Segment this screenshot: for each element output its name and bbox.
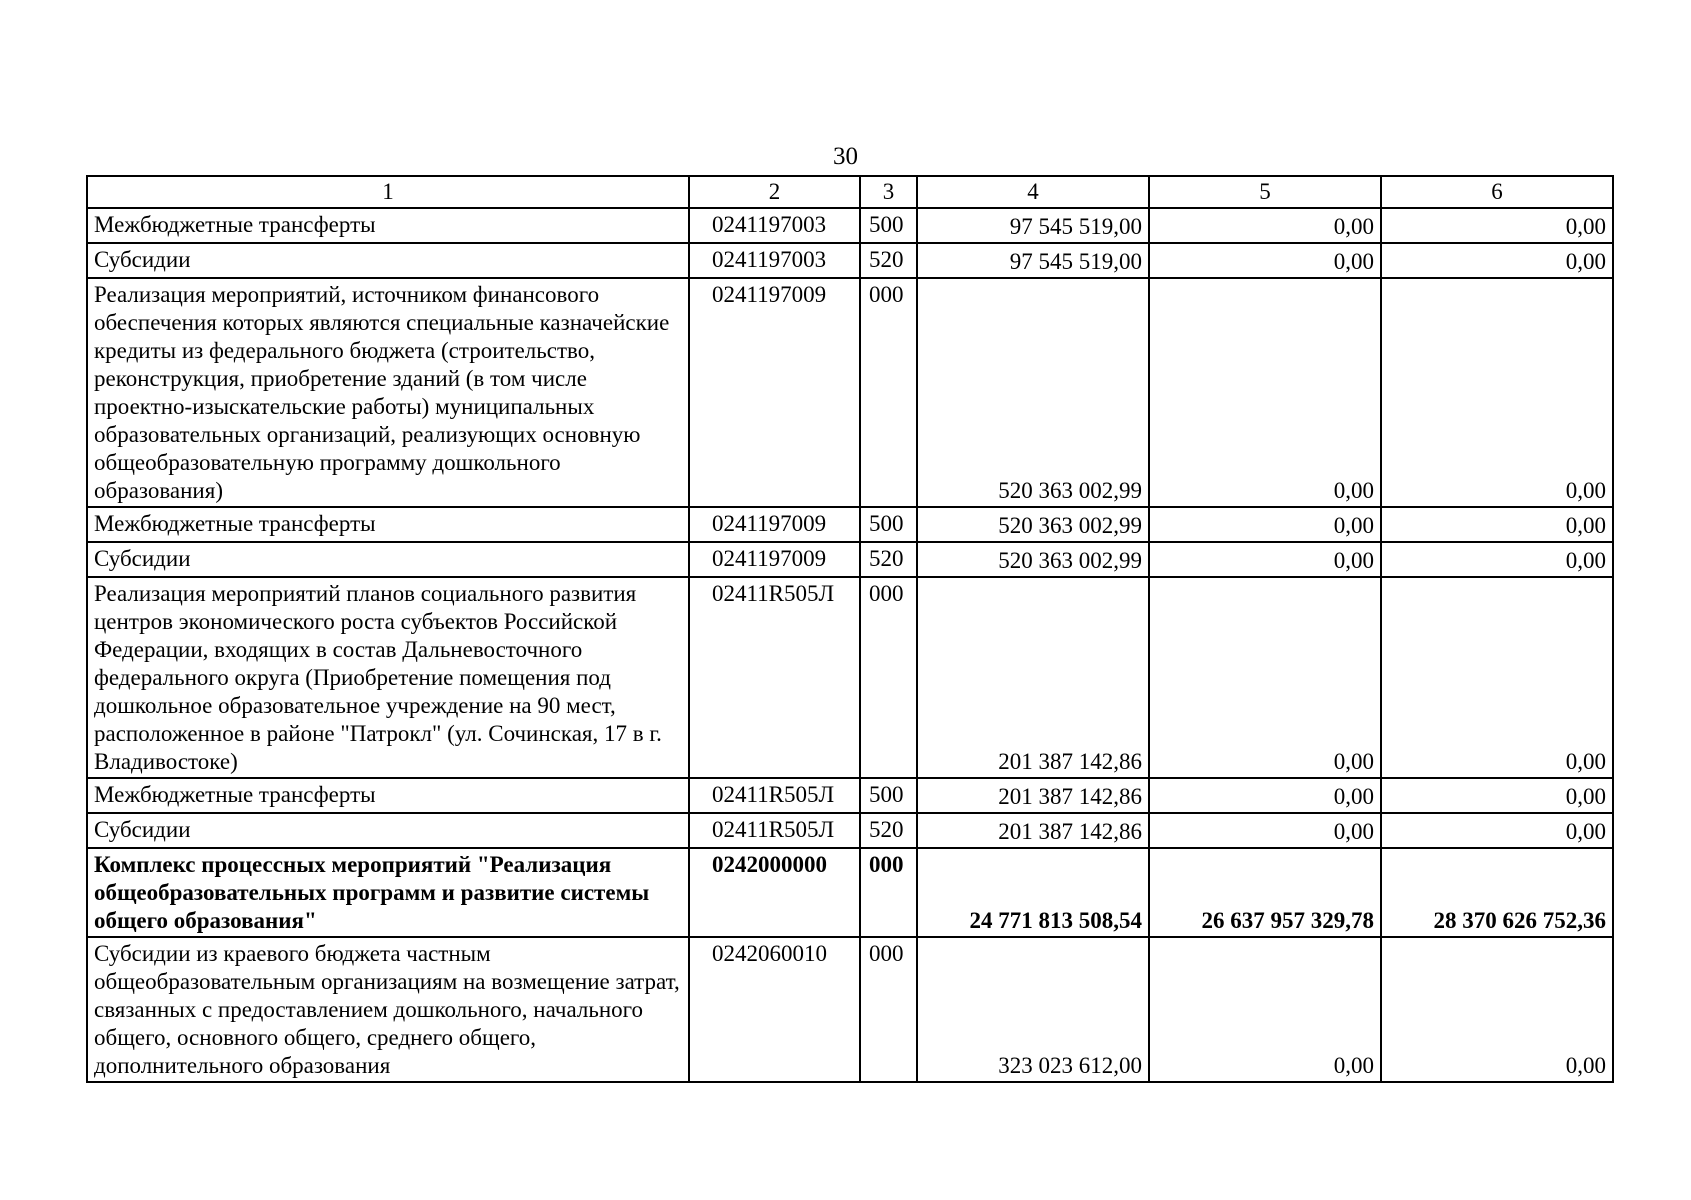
row-amount-4: 97 545 519,00 xyxy=(917,208,1149,243)
row-amount-5: 0,00 xyxy=(1149,208,1381,243)
row-amount-5: 0,00 xyxy=(1149,577,1381,778)
row-amount-5: 0,00 xyxy=(1149,778,1381,813)
row-amount-4: 201 387 142,86 xyxy=(917,577,1149,778)
row-amount-6: 0,00 xyxy=(1381,507,1613,542)
row-type: 000 xyxy=(860,278,917,507)
row-amount-5: 0,00 xyxy=(1149,507,1381,542)
row-amount-6: 0,00 xyxy=(1381,813,1613,848)
table-row xyxy=(87,243,1613,278)
row-amount-4: 201 387 142,86 xyxy=(917,813,1149,848)
row-amount-6: 0,00 xyxy=(1381,542,1613,577)
table-row xyxy=(87,937,1613,1082)
table-header-row xyxy=(87,176,1613,208)
header-col-4: 4 xyxy=(917,176,1149,208)
row-amount-6: 28 370 626 752,36 xyxy=(1381,848,1613,937)
row-code: 0241197009 xyxy=(689,507,860,542)
row-amount-5: 0,00 xyxy=(1149,937,1381,1082)
row-name: Субсидии xyxy=(87,243,689,278)
row-amount-6: 0,00 xyxy=(1381,577,1613,778)
header-col-1: 1 xyxy=(87,176,689,208)
row-amount-5: 0,00 xyxy=(1149,542,1381,577)
row-amount-4: 323 023 612,00 xyxy=(917,937,1149,1082)
row-code: 0241197003 xyxy=(689,208,860,243)
row-type: 500 xyxy=(860,208,917,243)
row-type: 000 xyxy=(860,848,917,937)
row-amount-5: 0,00 xyxy=(1149,243,1381,278)
row-code: 02411R505Л xyxy=(689,577,860,778)
table-row xyxy=(87,208,1613,243)
row-amount-6: 0,00 xyxy=(1381,243,1613,278)
row-name: Межбюджетные трансферты xyxy=(87,208,689,243)
row-type: 520 xyxy=(860,542,917,577)
row-amount-4: 201 387 142,86 xyxy=(917,778,1149,813)
row-amount-6: 0,00 xyxy=(1381,208,1613,243)
budget-table xyxy=(86,175,1614,1083)
table-row xyxy=(87,542,1613,577)
table-row xyxy=(87,507,1613,542)
row-amount-5: 0,00 xyxy=(1149,278,1381,507)
row-code: 0241197009 xyxy=(689,542,860,577)
row-amount-5: 0,00 xyxy=(1149,813,1381,848)
row-code: 0241197009 xyxy=(689,278,860,507)
row-code: 02411R505Л xyxy=(689,778,860,813)
row-type: 520 xyxy=(860,243,917,278)
header-col-2: 2 xyxy=(689,176,860,208)
row-code: 0241197003 xyxy=(689,243,860,278)
table-row xyxy=(87,278,1613,507)
row-type: 520 xyxy=(860,813,917,848)
row-name: Реализация мероприятий, источником финансового обеспечения которых являются специальные казначейские кредиты из федерального бюджета (строительство, реконструкция, приобретение зданий (в том числе проектно-изыскательские работы) муниципальных образовательных организаций, реализующих основную общеобразовательную программу дошкольного образования) xyxy=(87,278,689,507)
row-name: Реализация мероприятий планов социального развития центров экономического роста субъектов Российской Федерации, входящих в состав Дальневосточного федерального округа (Приобретение помещения под дошкольное образовательное учреждение на 90 мест, расположенное в районе "Патрокл" (ул. Сочинская, 17 в г. Владивостоке) xyxy=(87,577,689,778)
table-row-section-total xyxy=(87,848,1613,937)
row-amount-6: 0,00 xyxy=(1381,278,1613,507)
row-amount-5: 26 637 957 329,78 xyxy=(1149,848,1381,937)
header-col-6: 6 xyxy=(1381,176,1613,208)
table-row xyxy=(87,778,1613,813)
header-col-5: 5 xyxy=(1149,176,1381,208)
row-amount-4: 520 363 002,99 xyxy=(917,278,1149,507)
row-amount-4: 97 545 519,00 xyxy=(917,243,1149,278)
row-name: Субсидии xyxy=(87,813,689,848)
row-code: 02411R505Л xyxy=(689,813,860,848)
row-name: Субсидии из краевого бюджета частным общеобразовательным организациям на возмещение затрат, связанных с предоставлением дошкольного, начального общего, основного общего, среднего общего, дополнительного образования xyxy=(87,937,689,1082)
row-amount-6: 0,00 xyxy=(1381,937,1613,1082)
row-type: 000 xyxy=(860,937,917,1082)
page-number: 30 xyxy=(833,143,858,170)
row-name: Субсидии xyxy=(87,542,689,577)
row-amount-6: 0,00 xyxy=(1381,778,1613,813)
row-type: 500 xyxy=(860,778,917,813)
row-name: Межбюджетные трансферты xyxy=(87,507,689,542)
table-row xyxy=(87,813,1613,848)
row-amount-4: 24 771 813 508,54 xyxy=(917,848,1149,937)
table-row xyxy=(87,577,1613,778)
row-type: 000 xyxy=(860,577,917,778)
row-amount-4: 520 363 002,99 xyxy=(917,542,1149,577)
row-code: 0242060010 xyxy=(689,937,860,1082)
row-name: Комплекс процессных мероприятий "Реализация общеобразовательных программ и развитие системы общего образования" xyxy=(87,848,689,937)
row-name: Межбюджетные трансферты xyxy=(87,778,689,813)
row-code: 0242000000 xyxy=(689,848,860,937)
header-col-3: 3 xyxy=(860,176,917,208)
row-type: 500 xyxy=(860,507,917,542)
row-amount-4: 520 363 002,99 xyxy=(917,507,1149,542)
